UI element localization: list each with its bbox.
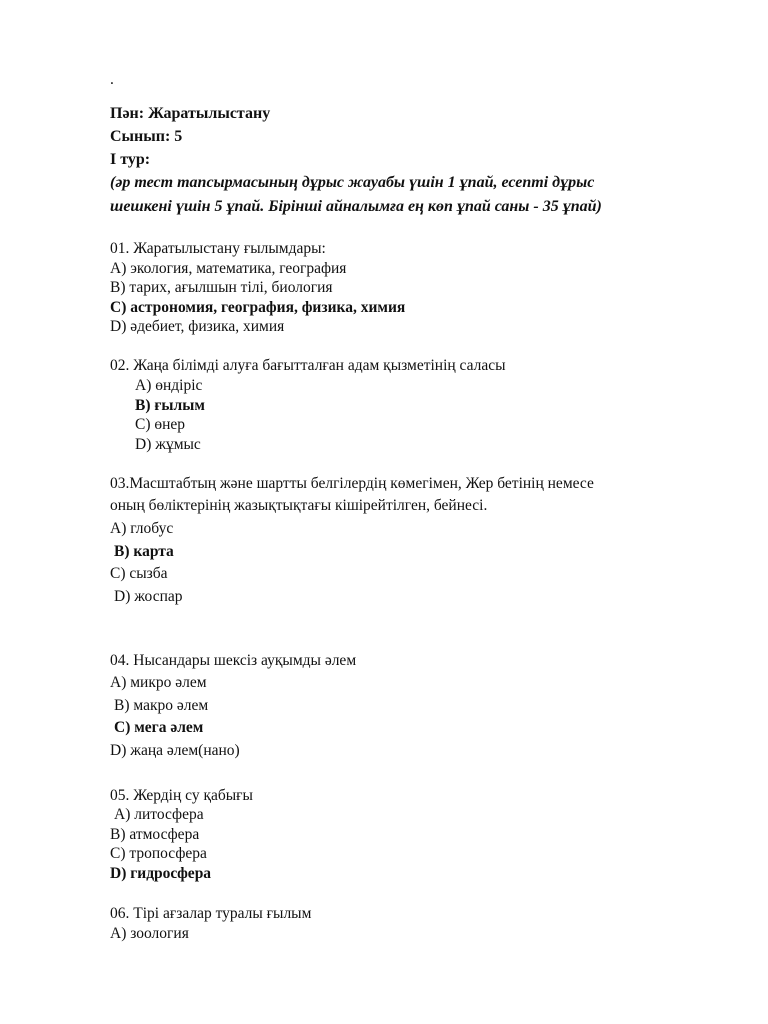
answer-option: В) атмосфера: [110, 826, 200, 843]
correct-answer-option: В) карта: [114, 543, 174, 560]
answer-option: А) литосфера: [114, 806, 204, 823]
subject-heading: Пән: Жаратылыстану: [110, 105, 271, 122]
correct-answer-option: D) гидросфера: [110, 865, 212, 882]
answer-option: D) әдебиет, физика, химия: [110, 318, 285, 335]
scoring-note-line-2: шешкені үшін 5 ұпай. Бірінші айналымға ең көп ұпай саны - 35 ұпай): [110, 198, 602, 215]
correct-answer-option: В) ғылым: [135, 397, 205, 414]
header-dot: .: [110, 71, 114, 88]
answer-option: А) зоология: [110, 925, 189, 942]
question-text: 01. Жаратылыстану ғылымдары:: [110, 240, 326, 257]
answer-option: С) сызба: [110, 565, 168, 582]
question-text: 05. Жердің су қабығы: [110, 787, 253, 804]
answer-option: А) глобус: [110, 520, 174, 537]
question-text: 04. Нысандары шексіз ауқымды әлем: [110, 652, 357, 669]
question-text: 06. Тірі ағзалар туралы ғылым: [110, 905, 312, 922]
answer-option: В) тарих, ағылшын тілі, биология: [110, 279, 333, 296]
answer-option: D) жұмыс: [135, 436, 201, 453]
answer-option: А) микро әлем: [110, 674, 207, 691]
question-text-line-2: оның бөліктерінің жазықтықтағы кішірейтілген, бейнесі.: [110, 497, 488, 514]
answer-option: В) макро әлем: [114, 697, 209, 714]
question-text: 02. Жаңа білімді алуға бағытталған адам қызметінің саласы: [110, 357, 506, 374]
answer-option: А) экология, математика, география: [110, 260, 347, 277]
answer-option: D) жаңа әлем(нано): [110, 742, 240, 759]
correct-answer-option: С) мега әлем: [114, 719, 204, 736]
round-heading: І тур:: [110, 151, 151, 168]
scoring-note: [110, 171, 670, 219]
answer-option: С) өнер: [135, 416, 186, 433]
answer-option: А) өндіріс: [135, 377, 203, 394]
correct-answer-option: С) астрономия, география, физика, химия: [110, 299, 406, 316]
scoring-note-line-1: (әр тест тапсырмасының дұрыс жауабы үшін 1 ұпай, есепті дұрыс: [110, 174, 595, 191]
question-text-line-1: 03.Масштабтың және шартты белгілердің көмегімен, Жер бетінің немесе: [110, 475, 594, 492]
answer-option: D) жоспар: [114, 588, 183, 605]
grade-heading: Сынып: 5: [110, 128, 183, 145]
answer-option: С) тропосфера: [110, 845, 207, 862]
